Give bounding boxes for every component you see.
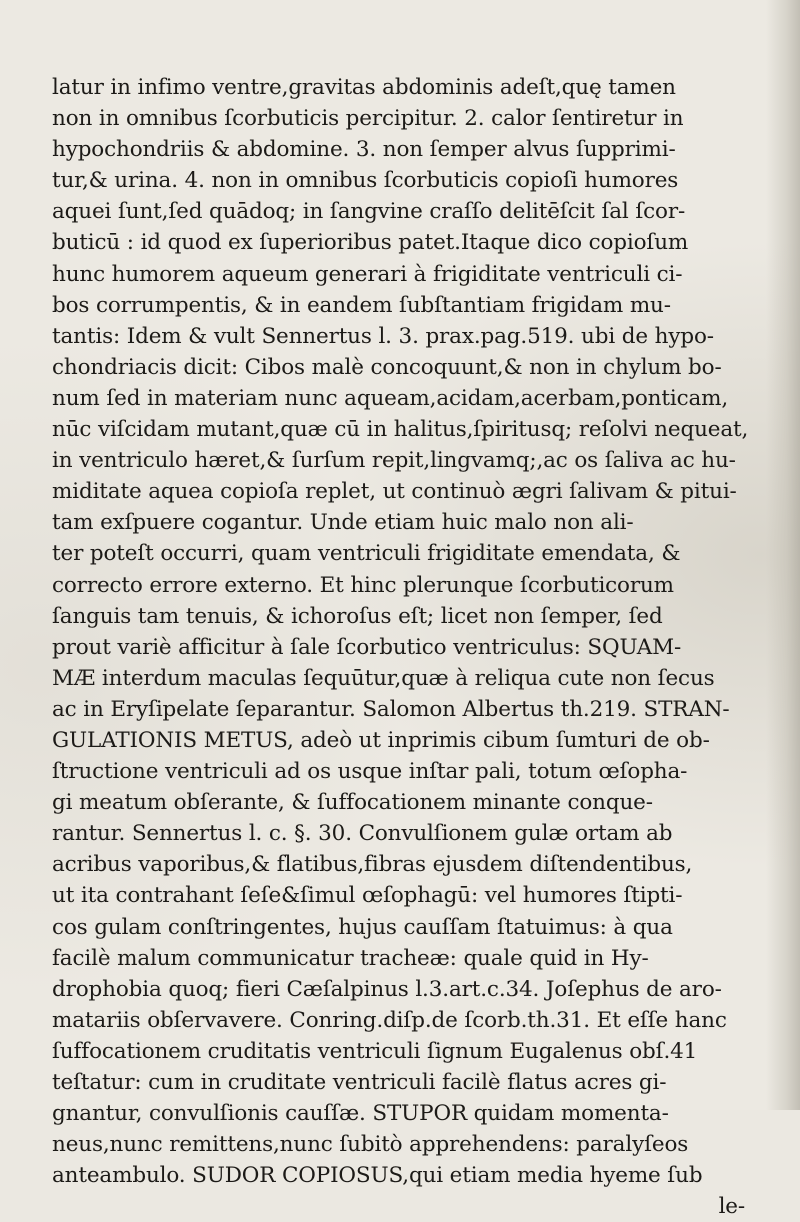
text-line: neus,nunc remittens,nunc ſubitò apprehendens: paralyſeos bbox=[52, 1132, 689, 1158]
text-line: ſuffocationem cruditatis ventriculi ſignum Eugalenus obſ.41 bbox=[52, 1038, 698, 1064]
text-line: tur,& urina. 4. non in omnibus ſcorbuticis copioſi humores bbox=[52, 168, 679, 194]
text-line: ter poteſt occurri, quam ventriculi frigiditate emendata, & bbox=[52, 541, 681, 567]
text-line: facilè malum communicatur tracheæ: quale quid in Hy- bbox=[52, 945, 649, 971]
text-line: matariis obſervavere. Conring.diſp.de ſcorb.th.31. Et eſſe hanc bbox=[52, 1007, 727, 1033]
text-line: bos corrumpentis, & in eandem ſubſtantiam frigidam mu- bbox=[52, 292, 671, 318]
text-line: tam exſpuere cogantur. Unde etiam huic malo non ali- bbox=[52, 510, 634, 536]
text-line: chondriacis dicit: Cibos malè concoquunt,& non in chylum bo- bbox=[52, 354, 722, 380]
text-line: anteambulo. SUDOR COPIOSUS,qui etiam media hyeme ſub bbox=[52, 1163, 703, 1189]
text-line: ſtructione ventriculi ad os usque inſtar pali, totum œſopha- bbox=[52, 759, 688, 785]
text-line: rantur. Sennertus l. c. §. 30. Convulſionem gulæ ortam ab bbox=[52, 821, 673, 847]
text-line: ſanguis tam tenuis, & ichoroſus eſt; licet non ſemper, ſed bbox=[52, 603, 663, 629]
text-line: hypochondriis & abdomine. 3. non ſemper alvus ſupprimi- bbox=[52, 137, 676, 163]
text-line: teſtatur: cum in cruditate ventriculi facilè flatus acres gi- bbox=[52, 1070, 667, 1095]
catchword-line bbox=[52, 1191, 767, 1222]
latin-text-block bbox=[52, 72, 767, 1222]
text-line: gnantur, convulſionis cauſſæ. STUPOR quidam momenta- bbox=[52, 1101, 669, 1127]
text-line: ac in Eryſipelate ſeparantur. Salomon Albertus th.219. STRAN- bbox=[52, 696, 730, 722]
text-line: tantis: Idem & vult Sennertus l. 3. prax.pag.519. ubi de hypo- bbox=[52, 323, 714, 349]
text-line: num ſed in materiam nunc aqueam,acidam,acerbam,ponticam, bbox=[52, 385, 729, 411]
text-line: drophobia quoq; fieri Cæſalpinus l.3.art.c.34. Joſephus de aro- bbox=[52, 976, 722, 1002]
text-line: buticū : id quod ex ſuperioribus patet.Itaque dico copioſum bbox=[52, 230, 689, 256]
text-line: gi meatum obſerante, & ſuffocationem minante conque- bbox=[52, 790, 653, 816]
text-line: in ventriculo hæret,& ſurſum repit,lingvamq;,ac os ſaliva ac hu- bbox=[52, 448, 736, 474]
text-line: acribus vaporibus,& flatibus,fibras ejusdem diſtendentibus, bbox=[52, 852, 693, 878]
text-line: MÆ interdum maculas ſequūtur,quæ à reliqua cute non ſecus bbox=[52, 665, 715, 691]
text-line: correcto errore externo. Et hinc plerunque ſcorbuticorum bbox=[52, 572, 674, 598]
text-line: miditate aquea copioſa replet, ut continuò ægri ſalivam & pitui- bbox=[52, 479, 737, 505]
text-line: GULATIONIS METUS, adeò ut inprimis cibum ſumturi de ob- bbox=[52, 727, 710, 753]
page-edge-shadow bbox=[766, 0, 800, 1110]
catchword: le- bbox=[718, 1194, 745, 1220]
text-line: cos gulam conſtringentes, hujus cauſſam ſtatuimus: à qua bbox=[52, 914, 673, 940]
text-line: ut ita contrahant ſeſe&ſimul œſophagū: vel humores ſtipti- bbox=[52, 883, 683, 909]
text-line: prout variè afficitur à ſale ſcorbutico ventriculus: SQUAM- bbox=[52, 634, 682, 660]
text-line: aquei ſunt,ſed quādoq; in ſangvine craſſo delitēſcit ſal ſcor- bbox=[52, 199, 686, 225]
text-line: nūc viſcidam mutant,quæ cū in halitus,ſpiritusq; reſolvi nequeat, bbox=[52, 417, 749, 443]
text-line: hunc humorem aqueum generari à frigiditate ventriculi ci- bbox=[52, 261, 683, 287]
text-line: non in omnibus ſcorbuticis percipitur. 2. calor ſentiretur in bbox=[52, 106, 684, 132]
text-line: latur in infimo ventre,gravitas abdominis adeſt,quę tamen bbox=[52, 75, 676, 100]
